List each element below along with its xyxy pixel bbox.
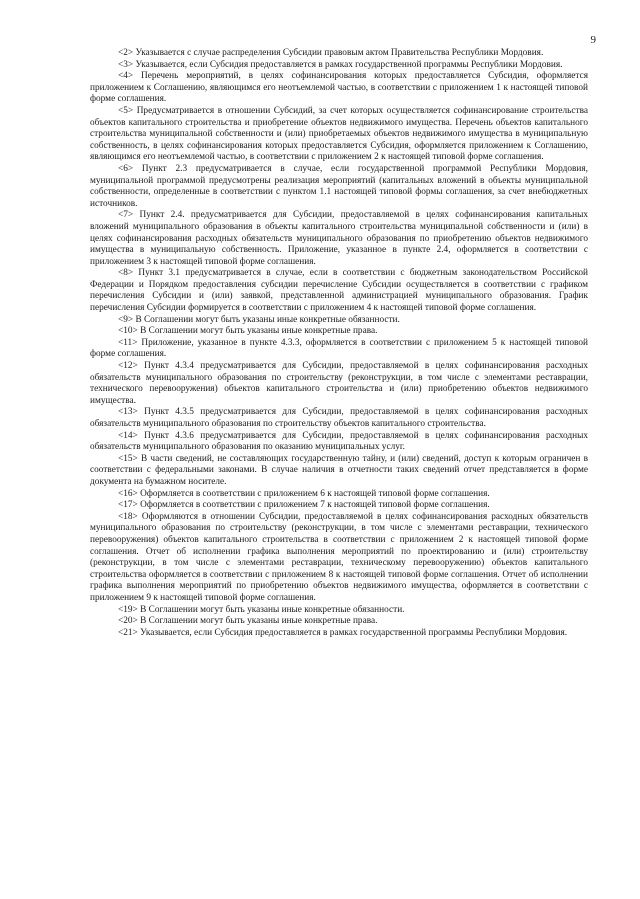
footnote-15: <15> В части сведений, не составляющих государственную тайну, и (или) сведений, доступ к которым ограничен в соответствии с федеральными законами. В случае наличия в отчетности таких сведений отчет представляется в форме документа на бумажном носителе.: [90, 453, 588, 487]
footnote-17: <17> Оформляется в соответствии с приложением 7 к настоящей типовой форме соглашения.: [118, 500, 490, 511]
footnote-5: <5> Предусматривается в отношении Субсидий, за счет которых осуществляется софинансирование строительства объектов капитального строительства и приобретение объектов недвижимого имущества. Перечень объектов капитального строительства муниципальной собственности и (или) приобретаемых объектов недвижимого имущества в муниципальную собственность, в целях софинансирования которых предоставляется Субсидия, оформляется приложением к Соглашению, являющимся его неотъемлемой частью, в соответствии с приложением 2 к настоящей типовой форме соглашения.: [90, 105, 588, 163]
footnote-2: <2> Указывается с случае распределения Субсидии правовым актом Правительства Республики Мордовия.: [118, 48, 544, 58]
footnote-21: <21> Указывается, если Субсидия предоставляется в рамках государственной программы Республики Мордовия.: [118, 627, 568, 638]
footnote-14: <14> Пункт 4.3.6 предусматривается для Субсидии, предоставляемой в целях софинансирования расходных обязательств муниципального образования по оказанию муниципальных услуг.: [90, 430, 588, 453]
footnotes-body: [90, 48, 588, 639]
page-number: 9: [590, 34, 596, 46]
footnote-8: <8> Пункт 3.1 предусматривается в случае, если в соответствии с бюджетным законодательством Российской Федерации и Порядком предоставления субсидии перечисление Субсидии осуществляется в соответствии с графиком перечисления Субсидии и (или) заявкой, представленной администрацией муниципального образования. График перечисления Субсидии формируется в соответствии с приложением 4 к настоящей типовой форме соглашения.: [90, 268, 588, 314]
footnote-20: <20> В Соглашении могут быть указаны иные конкретные права.: [118, 616, 378, 627]
footnote-11: <11> Приложение, указанное в пункте 4.3.3, оформляется в соответствии с приложением 5 к настоящей типовой форме соглашения.: [90, 337, 588, 360]
footnote-18: <18> Оформляются в отношении Субсидии, предоставляемой в целях софинансирования расходных обязательств муниципального образования по строительству (реконструкции, в том числе с элементами реставрации, технического перевооружения) объектов капитального строительства в соответствии с приложением 2 к настоящей типовой форме соглашения. Отчет об исполнении графика выполнения мероприятий по проектированию и (или) строительству (реконструкции, в том числе с элементами реставрации, техническому перевооружению) объектов капитального строительства оформляется в соответствии с приложением 8 к настоящей типовой форме соглашения. Отчет об исполнении графика выполнения мероприятий по приобретению объектов недвижимого имущества, оформляется в соответствии с приложением 9 к настоящей типовой форме соглашения.: [90, 511, 588, 603]
footnote-9: <9> В Соглашении могут быть указаны иные конкретные обязанности.: [118, 314, 400, 325]
footnote-6: <6> Пункт 2.3 предусматривается в случае, если государственной программой Республики Мордовия, муниципальной программой предусмотрены реализация мероприятий (капитальных вложений в объекты муниципальной собственности, определенные в соответствии с пунктом 1.1 настоящей типовой формы соглашения, за счет внебюджетных источников.: [90, 163, 588, 209]
footnote-7: <7> Пункт 2.4. предусматривается для Субсидии, предоставляемой в целях софинансирования капитальных вложений муниципального образования в объекты капитального строительства муниципальной собственности и (или) в целях софинансирования расходных обязательств муниципального образования по приобретению объектов недвижимого имущества в муниципальную собственность. Приложение, указанное в пункте 2.4, оформляется в соответствии с приложением 3 к настоящей типовой форме соглашения.: [90, 210, 588, 267]
footnote-13: <13> Пункт 4.3.5 предусматривается для Субсидии, предоставляемой в целях софинансирования расходных обязательств муниципального образования по строительству объектов капитального строительства.: [90, 407, 588, 429]
footnote-12: <12> Пункт 4.3.4 предусматривается для Субсидии, предоставляемой в целях софинансирования расходных обязательств муниципального образования по строительству (реконструкции, в том числе с элементами реставрации, технического перевооружения) объектов капитального строительства и (или) приобретению объектов недвижимого имущества.: [90, 361, 588, 406]
footnote-4: <4> Перечень мероприятий, в целях софинансирования которых предоставляется Субсидия, оформляется приложением к Соглашению, являющимся его неотъемлемой частью, в соответствии с приложением 1 к настоящей типовой форме соглашения.: [90, 71, 588, 105]
footnote-16: <16> Оформляется в соответствии с приложением 6 к настоящей типовой форме соглашения.: [118, 488, 490, 499]
footnote-10: <10> В Соглашении могут быть указаны иные конкретные права.: [118, 326, 378, 337]
footnote-19: <19> В Соглашении могут быть указаны иные конкретные обязанности.: [118, 604, 405, 615]
footnote-3: <3> Указывается, если Субсидия предоставляется в рамках государственной программы Республики Мордовия.: [118, 59, 563, 70]
